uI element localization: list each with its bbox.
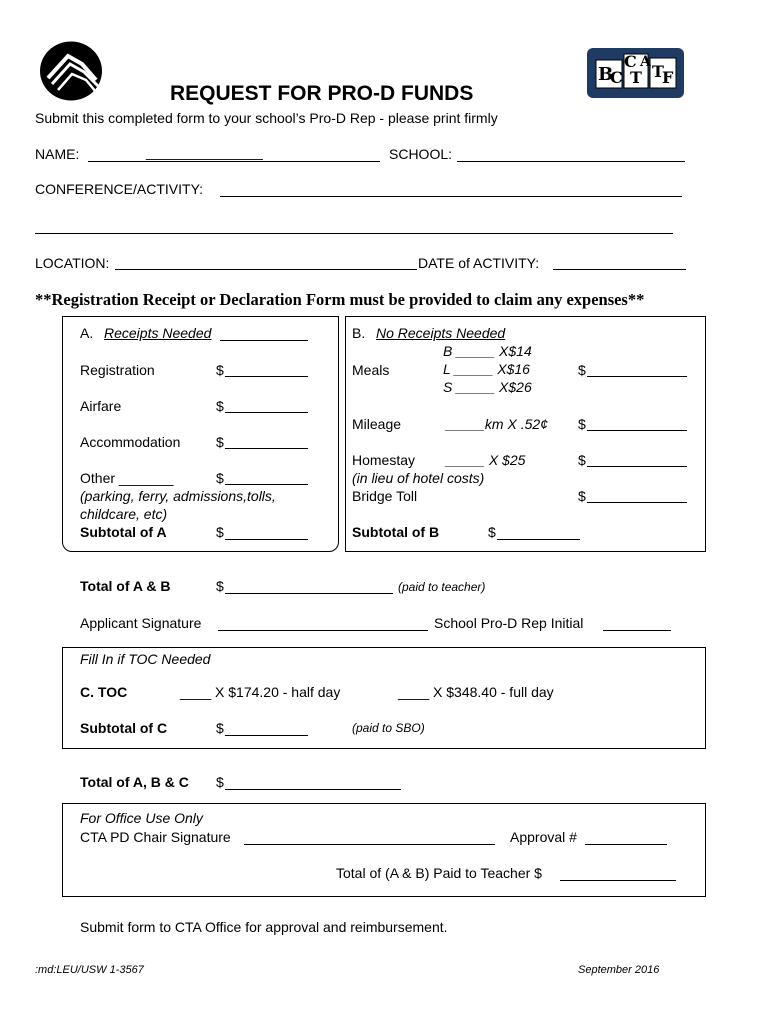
- other-label: Other _______: [80, 470, 174, 486]
- homestay-rate: _____ X $25: [446, 452, 526, 468]
- subtotal-c-amount[interactable]: [225, 735, 308, 736]
- airfare-label: Airfare: [80, 398, 122, 414]
- form-date: September 2016: [578, 964, 660, 976]
- registration-amount[interactable]: [225, 376, 308, 377]
- school-field[interactable]: [457, 161, 685, 162]
- meal-supper: S _____ X$26: [443, 379, 532, 395]
- other-note: (parking, ferry, admissions,tolls,: [80, 488, 276, 504]
- subtotal-a-label: Subtotal of A: [80, 524, 167, 540]
- mileage-rate: _____km X .52¢: [446, 416, 548, 432]
- paid-total-label: Total of (A & B) Paid to Teacher $: [336, 865, 542, 881]
- subtotal-b-amount[interactable]: [497, 539, 580, 540]
- section-a-heading-line: [220, 340, 308, 341]
- page-subtitle: Submit this completed form to your school’s Pro-D Rep - please print firmly: [35, 110, 498, 126]
- approval-field[interactable]: [585, 844, 667, 845]
- logo-letter: T: [630, 68, 642, 87]
- meals-amount[interactable]: [587, 376, 687, 377]
- location-label: LOCATION:: [35, 255, 110, 271]
- meal-breakfast: B _____ X$14: [443, 343, 532, 359]
- chair-signature-label: CTA PD Chair Signature: [80, 829, 231, 845]
- name-value: _______________: [146, 144, 263, 160]
- cta-bctf-logo: [586, 44, 686, 100]
- accommodation-label: Accommodation: [80, 434, 181, 450]
- dollar-sign: $: [216, 362, 224, 378]
- approval-label: Approval #: [510, 829, 577, 845]
- logo-letter: C: [624, 52, 637, 71]
- date-label: DATE of ACTIVITY:: [418, 255, 540, 271]
- dollar-sign: $: [216, 524, 224, 540]
- registration-label: Registration: [80, 362, 155, 378]
- section-b-heading: No Receipts Needed: [376, 325, 506, 341]
- rep-initial-field[interactable]: [603, 630, 671, 631]
- name-label: NAME:: [35, 146, 80, 162]
- name-field[interactable]: [88, 161, 380, 162]
- dollar-sign: $: [578, 362, 586, 378]
- toc-fill-in: Fill In if TOC Needed: [80, 651, 211, 667]
- subtotal-b-label: Subtotal of B: [352, 524, 440, 540]
- office-heading: For Office Use Only: [80, 810, 203, 826]
- conference-label: CONFERENCE/ACTIVITY:: [35, 181, 204, 197]
- dollar-sign: $: [216, 578, 224, 594]
- dollar-sign: $: [216, 434, 224, 450]
- grand-total-label: Total of A, B & C: [80, 774, 189, 790]
- subtotal-c-label: Subtotal of C: [80, 720, 168, 736]
- paid-total-field[interactable]: [560, 880, 676, 881]
- rep-initial-label: School Pro-D Rep Initial: [434, 615, 584, 631]
- location-field[interactable]: [115, 269, 417, 270]
- logo-letter: A: [640, 54, 651, 70]
- chair-signature-field[interactable]: [244, 844, 495, 845]
- toc-half-day: ____ X $174.20 - half day: [180, 684, 341, 700]
- other-note-2: childcare, etc): [80, 506, 168, 522]
- page-title: REQUEST FOR PRO-D FUNDS: [170, 82, 474, 105]
- airfare-amount[interactable]: [225, 412, 308, 413]
- section-b-letter: B.: [352, 325, 366, 341]
- toc-full-day: ____ X $348.40 - full day: [398, 684, 554, 700]
- logo-letter: C: [610, 68, 623, 87]
- meal-lunch: L _____ X$16: [443, 361, 530, 377]
- logo-letter: F: [662, 68, 674, 87]
- date-field[interactable]: [553, 269, 686, 270]
- bridge-toll-amount[interactable]: [587, 502, 687, 503]
- subtotal-a-amount[interactable]: [225, 539, 308, 540]
- receipt-notice: **Registration Receipt or Declaration Form must be provided to claim any expenses**: [35, 290, 645, 309]
- bridge-toll-label: Bridge Toll: [352, 488, 418, 504]
- applicant-signature-field[interactable]: [218, 630, 428, 631]
- grand-total-amount[interactable]: [225, 789, 401, 790]
- section-a-letter: A.: [80, 325, 94, 341]
- toc-note: (paid to SBO): [352, 721, 425, 735]
- mountain-logo: [38, 40, 104, 102]
- accommodation-amount[interactable]: [225, 448, 308, 449]
- other-amount[interactable]: [225, 484, 308, 485]
- dollar-sign: $: [216, 774, 224, 790]
- logo-letter: B: [598, 64, 614, 85]
- toc-label: C. TOC: [80, 684, 128, 700]
- logo-letter: T: [652, 62, 664, 81]
- dollar-sign: $: [488, 524, 496, 540]
- conference-field[interactable]: [220, 196, 682, 197]
- form-code: :md:LEU/USW 1-3567: [35, 964, 144, 976]
- dollar-sign: $: [578, 416, 586, 432]
- school-label: SCHOOL:: [389, 146, 453, 162]
- applicant-signature-label: Applicant Signature: [80, 615, 202, 631]
- dollar-sign: $: [216, 720, 224, 736]
- submit-instruction: Submit form to CTA Office for approval and reimbursement.: [80, 919, 448, 935]
- dollar-sign: $: [216, 470, 224, 486]
- mileage-amount[interactable]: [587, 430, 687, 431]
- dollar-sign: $: [216, 398, 224, 414]
- dollar-sign: $: [578, 452, 586, 468]
- total-ab-amount[interactable]: [225, 593, 393, 594]
- total-ab-label: Total of A & B: [80, 578, 171, 594]
- meals-label: Meals: [352, 362, 390, 378]
- conference-field-line2[interactable]: [35, 233, 673, 234]
- mileage-label: Mileage: [352, 416, 402, 432]
- dollar-sign: $: [578, 488, 586, 504]
- homestay-note: (in lieu of hotel costs): [352, 470, 485, 486]
- total-ab-note: (paid to teacher): [398, 580, 486, 594]
- section-a-heading: Receipts Needed: [104, 325, 212, 341]
- homestay-label: Homestay: [352, 452, 416, 468]
- homestay-amount[interactable]: [587, 466, 687, 467]
